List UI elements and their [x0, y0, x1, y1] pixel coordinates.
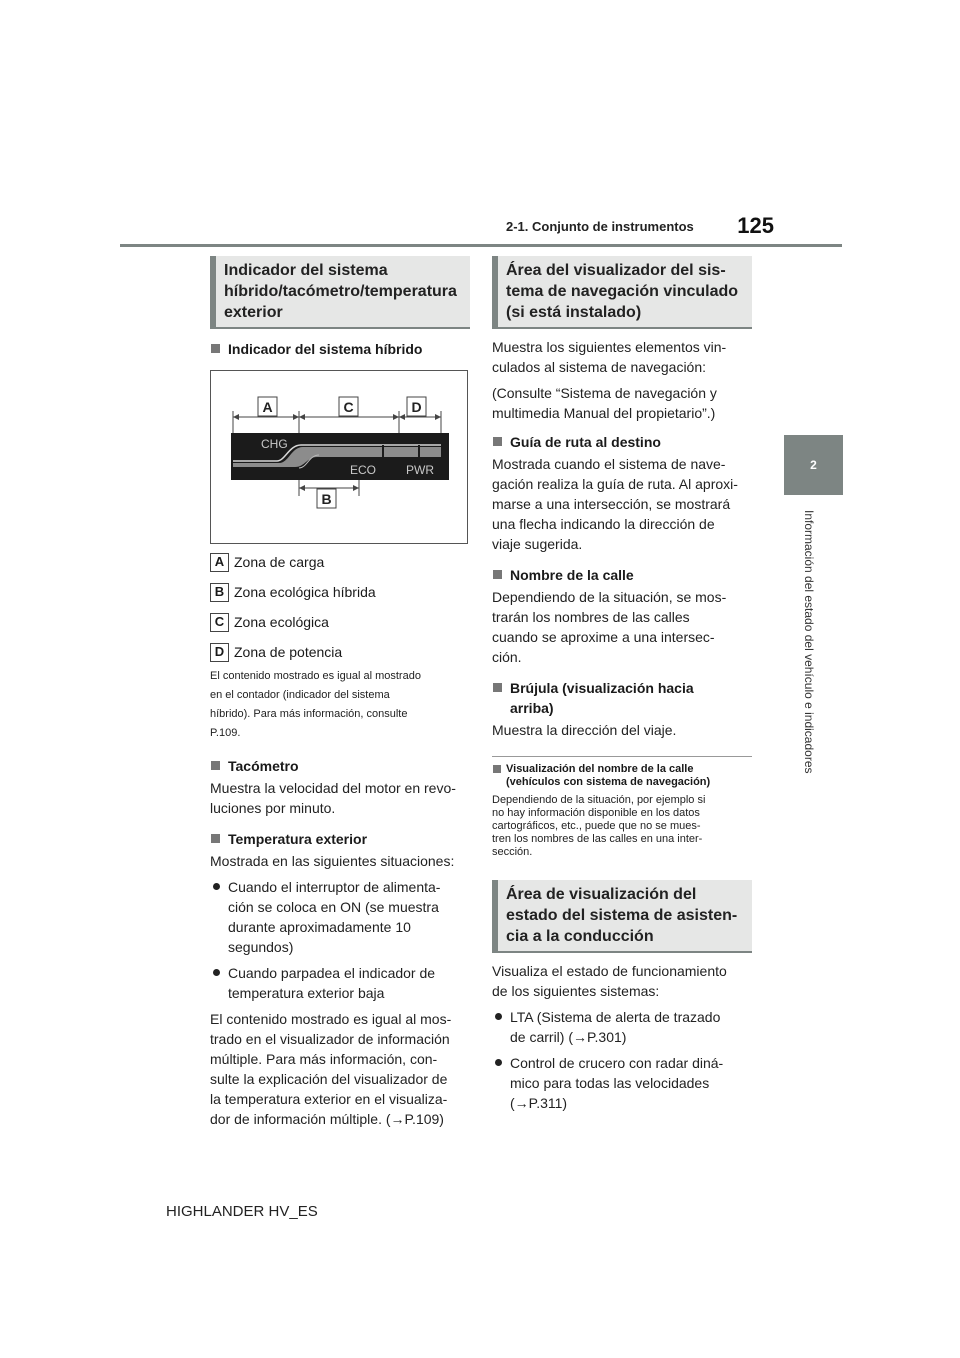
hybrid-note: [210, 667, 470, 743]
text-line: dor de información múltiple. (→P.109): [210, 1111, 444, 1127]
nav-intro: [492, 337, 752, 377]
label-d: D: [411, 399, 422, 415]
text-line: segundos): [228, 939, 294, 955]
heading-line: cia a la conducción: [506, 928, 654, 945]
subheading-compass: [492, 678, 752, 718]
text-line: marse a una intersección, se mostrará: [492, 496, 731, 512]
text-line: durante aproximadamente 10: [228, 919, 411, 935]
text-line: de los siguientes sistemas:: [492, 983, 660, 999]
chapter-title: Información del estado del vehículo e indicadores: [802, 510, 816, 774]
text-line: trado en el visualizador de información: [210, 1031, 450, 1047]
subheading-street-name: Nombre de la calle: [492, 565, 752, 585]
legend-key: C: [210, 613, 229, 632]
text-line: Control de crucero con radar diná-: [510, 1055, 724, 1071]
text-line: no hay información disponible en los datos: [492, 807, 700, 819]
tach-paragraph: [210, 778, 470, 818]
text-line: (Consulte “Sistema de navegación y: [492, 385, 717, 401]
text-line: Visualización del nombre de la calle: [506, 763, 694, 775]
text-line: viaje sugerida.: [492, 536, 583, 552]
text-line: Cuando el interruptor de alimenta-: [228, 879, 441, 895]
legend-key: A: [210, 553, 229, 572]
note-divider: [492, 756, 752, 757]
legend-item: [210, 581, 470, 603]
text-line: sección.: [492, 846, 533, 858]
bullet-item: [210, 963, 470, 1003]
text-line: cartográficos, etc., puede que no se mues-: [492, 820, 701, 832]
text-line: Cuando parpadea el indicador de: [228, 965, 436, 981]
label-c: C: [343, 399, 354, 415]
text-line: (→P.311): [510, 1095, 568, 1111]
text-line: Visualiza el estado de funcionamiento: [492, 963, 727, 979]
label-a: A: [262, 399, 273, 415]
text-line: luciones por minuto.: [210, 800, 336, 816]
subheading-hybrid-indicator: Indicador del sistema híbrido: [210, 339, 470, 359]
label-b: B: [321, 491, 332, 507]
chapter-tab[interactable]: 2: [784, 435, 843, 495]
legend-key: D: [210, 643, 229, 662]
text-line: Dependiendo de la situación, por ejemplo si: [492, 794, 706, 806]
heading-text: Indicador del sistema híbrido/tacómetro/temperatura exterior: [224, 262, 457, 321]
legend-item: [210, 611, 470, 633]
eco-label: ECO: [350, 463, 377, 477]
text-line: Brújula (visualización hacia: [510, 680, 694, 696]
text-line: temperatura exterior baja: [228, 985, 385, 1001]
subheading-route-guidance: Guía de ruta al destino: [492, 432, 752, 452]
hybrid-gauge-diagram: [211, 371, 467, 543]
section-heading-hybrid: [210, 256, 470, 329]
legend-text: Zona ecológica: [234, 614, 329, 630]
temp-intro: Mostrada en las siguientes situaciones:: [210, 853, 455, 869]
text-line: tren los nombres de las calles en una inter-: [492, 833, 703, 845]
text-line: El contenido mostrado es igual al mos-: [210, 1011, 452, 1027]
nav-consult: [492, 383, 752, 423]
text-line: múltiple. Para más información, con-: [210, 1051, 438, 1067]
text-line: gación realiza la guía de ruta. Al aproxi-: [492, 476, 738, 492]
chg-label: CHG: [261, 437, 288, 451]
right-column: [492, 256, 752, 1113]
bullet-item: [492, 1007, 752, 1047]
footer-model: HIGHLANDER HV_ES: [166, 1203, 318, 1220]
note-paragraph: [492, 794, 752, 859]
legend-item: [210, 641, 470, 663]
subheading-tachometer: Tacómetro: [210, 756, 470, 776]
route-paragraph: [492, 454, 752, 554]
text-line: culados al sistema de navegación:: [492, 359, 707, 375]
text-line: sulte la explicación del visualizador de: [210, 1071, 448, 1087]
heading-line: (si está instalado): [506, 304, 642, 321]
text-line: una flecha indicando la dirección de: [492, 516, 715, 532]
pwr-label: PWR: [406, 463, 434, 477]
heading-line: estado del sistema de asisten-: [506, 907, 738, 924]
compass-text: Muestra la dirección del viaje.: [492, 722, 677, 738]
legend-text: Zona ecológica híbrida: [234, 584, 376, 600]
temp-paragraph: [210, 1009, 470, 1129]
subheading-outside-temp: Temperatura exterior: [210, 829, 470, 849]
note-line: en el contador (indicador del sistema: [210, 689, 390, 701]
legend-item: [210, 551, 470, 573]
bullet-item: [492, 1053, 752, 1113]
text-line: la temperatura exterior en el visualiza-: [210, 1091, 448, 1107]
text-line: mico para todas las velocidades: [510, 1075, 710, 1091]
bullet-item: [210, 877, 470, 957]
text-line: ción se coloca en ON (se muestra: [228, 899, 439, 915]
text-line: de carril) (→P.301): [510, 1029, 627, 1045]
text-line: Dependiendo de la situación, se mos-: [492, 589, 727, 605]
hybrid-indicator-figure: [210, 370, 468, 544]
legend-key: B: [210, 583, 229, 602]
section-heading-navigation: [492, 256, 752, 329]
text-line: Muestra la velocidad del motor en revo-: [210, 780, 456, 796]
text-line: cuando se aproxime a una intersec-: [492, 629, 715, 645]
section-title: 2-1. Conjunto de instrumentos: [506, 219, 694, 234]
text-line: LTA (Sistema de alerta de trazado: [510, 1009, 721, 1025]
street-paragraph: [492, 587, 752, 667]
note-line: El contenido mostrado es igual al mostrado: [210, 670, 421, 682]
text-line: ción.: [492, 649, 522, 665]
legend-text: Zona de potencia: [234, 644, 343, 660]
text-line: (vehículos con sistema de navegación): [506, 776, 711, 788]
heading-line: tema de navegación vinculado: [506, 283, 739, 300]
note-line: P.109.: [210, 727, 241, 739]
page-number: 125: [737, 213, 774, 238]
heading-line: Área del visualizador del sis-: [506, 262, 726, 279]
note-line: híbrido). Para más información, consulte: [210, 708, 408, 720]
note-heading: [492, 763, 752, 789]
left-column: [210, 256, 470, 1129]
legend-text: Zona de carga: [234, 554, 325, 570]
text-line: trarán los nombres de las calles: [492, 609, 690, 625]
text-line: multimedia Manual del propietario”.): [492, 405, 716, 421]
text-line: Muestra los siguientes elementos vin-: [492, 339, 727, 355]
heading-line: Área de visualización del: [506, 886, 697, 903]
section-heading-driving-assist: [492, 880, 752, 953]
legend: [210, 551, 470, 663]
assist-intro: [492, 961, 752, 1001]
text-line: arriba): [510, 700, 554, 716]
header-rule: [120, 244, 842, 247]
text-line: Mostrada cuando el sistema de nave-: [492, 456, 726, 472]
